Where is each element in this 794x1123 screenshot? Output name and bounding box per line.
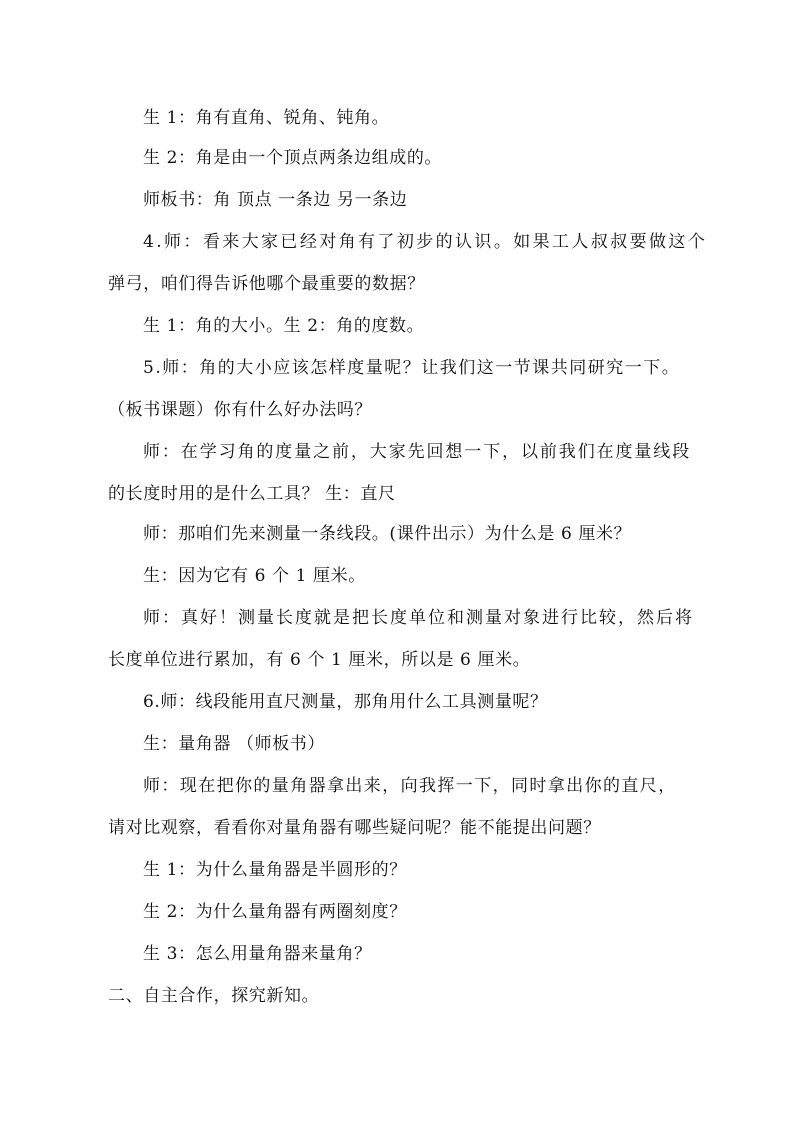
students-answers-line: 生 1：角的大小。生 2：角的度数。 xyxy=(143,316,425,336)
teacher-protractor-continued-line: 请对比观察，看看你对量角器有哪些疑问呢？能不能提出问题？ xyxy=(108,818,601,838)
student-answer-segment-line: 生：因为它有 6 个 1 厘米。 xyxy=(143,566,366,586)
teacher-step6-line: 6.师：线段能用直尺测量，那角用什么工具测量呢？ xyxy=(143,692,548,712)
student2-angle-parts-line: 生 2：角是由一个顶点两条边组成的。 xyxy=(143,148,443,168)
student1-question-line: 生 1：为什么量角器是半圆形的？ xyxy=(143,860,407,880)
teacher-step5-line: 5.师：角的大小应该怎样度量呢？让我们这一节课共同研究一下。 xyxy=(143,358,681,378)
student3-question-line: 生 3：怎么用量角器来量角？ xyxy=(143,944,372,964)
student1-angle-types-line: 生 1：角有直角、锐角、钝角。 xyxy=(143,108,390,128)
student2-question-line: 生 2：为什么量角器有两圈刻度？ xyxy=(143,902,407,922)
teacher-step4-line: 4.师：看来大家已经对角有了初步的认识。如果工人叔叔要做这个 xyxy=(143,232,708,252)
teacher-protractor-line: 师：现在把你的量角器拿出来，向我挥一下，同时拿出你的直尺， xyxy=(143,776,677,796)
teacher-step4-continued-line: 弹弓，咱们得告诉他哪个最重要的数据？ xyxy=(108,274,425,294)
teacher-recall-line: 师：在学习角的度量之前，大家先回想一下，以前我们在度量线段 xyxy=(143,442,692,462)
teacher-step5-continued-line: （板书课题）你有什么好办法吗？ xyxy=(108,400,372,420)
student-protractor-line: 生：量角器 （师板书） xyxy=(143,734,326,754)
teacher-praise-continued-line: 长度单位进行累加，有 6 个 1 厘米，所以是 6 厘米。 xyxy=(108,650,531,670)
section-heading: 二、自主合作，探究新知。 xyxy=(108,986,320,1006)
teacher-recall-continued-line: 的长度时用的是什么工具？ 生：直尺 xyxy=(108,484,396,504)
teacher-measure-segment-line: 师：那咱们先来测量一条线段。(课件出示）为什么是 6 厘米？ xyxy=(143,524,632,544)
board-writing-line: 师板书：角 顶点 一条边 另一条边 xyxy=(143,190,408,210)
teacher-praise-line: 师：真好！测量长度就是把长度单位和测量对象进行比较，然后将 xyxy=(143,608,694,628)
